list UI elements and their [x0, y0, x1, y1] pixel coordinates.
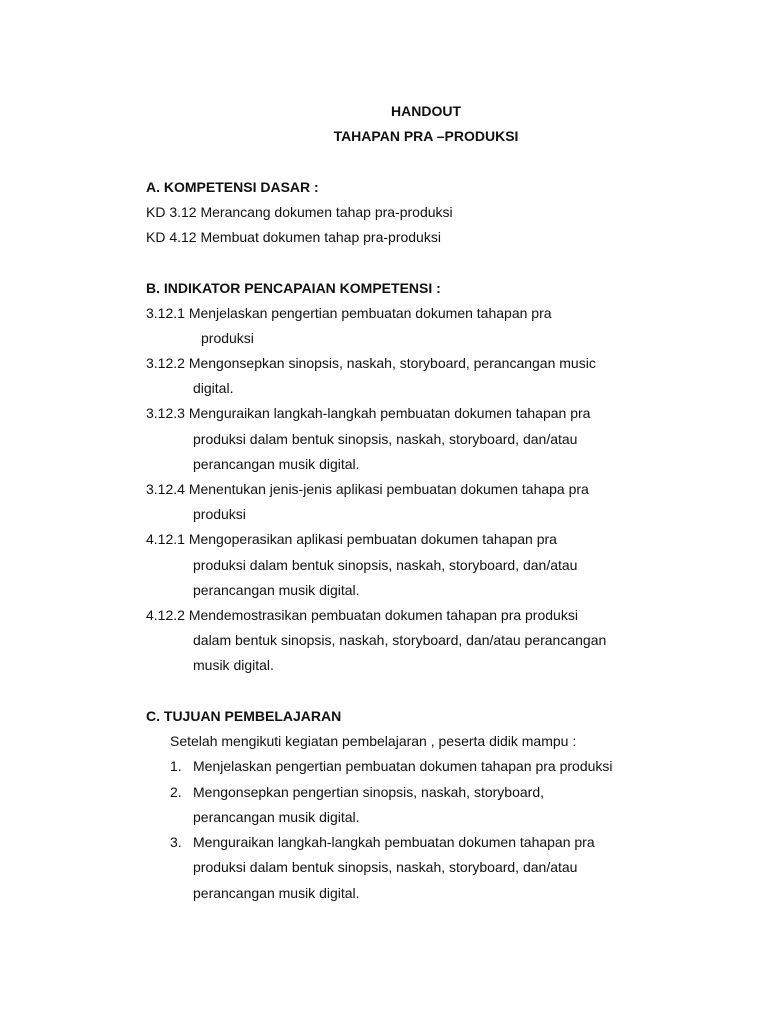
section-c-heading: C. TUJUAN PEMBELAJARAN [146, 708, 342, 724]
section-c-intro: Setelah mengikuti kegiatan pembelajaran , peserta didik mampu : [170, 733, 577, 749]
section-b-heading: B. INDIKATOR PENCAPAIAN KOMPETENSI : [146, 280, 441, 296]
document-title: HANDOUT [391, 103, 461, 119]
indicator-item-continuation: produksi [201, 330, 254, 346]
indicator-item: 3.12.1 Menjelaskan pengertian pembuatan dokumen tahapan pra [146, 305, 552, 321]
objective-item: Mengonsepkan pengertian sinopsis, naskah, storyboard, [193, 784, 544, 800]
indicator-item: 4.12.1 Mengoperasikan aplikasi pembuatan dokumen tahapan pra [146, 531, 557, 547]
indicator-item: 3.12.3 Menguraikan langkah-langkah pembuatan dokumen tahapan pra [146, 405, 591, 421]
indicator-item: 3.12.2 Mengonsepkan sinopsis, naskah, storyboard, perancangan music [146, 355, 596, 371]
objective-item-continuation: perancangan musik digital. [193, 809, 360, 825]
indicator-item-continuation: produksi dalam bentuk sinopsis, naskah, storyboard, dan/atau [193, 557, 578, 573]
objective-item-continuation: produksi dalam bentuk sinopsis, naskah, storyboard, dan/atau [193, 859, 578, 875]
kd-line: KD 4.12 Membuat dokumen tahap pra-produksi [146, 229, 441, 245]
indicator-item-continuation: dalam bentuk sinopsis, naskah, storyboard, dan/atau perancangan [193, 632, 607, 648]
objective-item: Menjelaskan pengertian pembuatan dokumen tahapan pra produksi [193, 758, 613, 774]
list-number: 2. [170, 784, 182, 800]
indicator-item-continuation: perancangan musik digital. [193, 582, 360, 598]
list-number: 3. [170, 834, 182, 850]
indicator-item-continuation: produksi dalam bentuk sinopsis, naskah, storyboard, dan/atau [193, 431, 578, 447]
indicator-item-continuation: perancangan musik digital. [193, 456, 360, 472]
document-subtitle: TAHAPAN PRA –PRODUKSI [333, 128, 519, 144]
indicator-item: 4.12.2 Mendemostrasikan pembuatan dokumen tahapan pra produksi [146, 607, 578, 623]
objective-item: Menguraikan langkah-langkah pembuatan dokumen tahapan pra [193, 834, 595, 850]
indicator-item-continuation: musik digital. [193, 657, 274, 673]
kd-line: KD 3.12 Merancang dokumen tahap pra-produksi [146, 204, 453, 220]
indicator-item-continuation: digital. [193, 380, 234, 396]
section-a-heading: A. KOMPETENSI DASAR : [146, 179, 319, 195]
objective-item-continuation: perancangan musik digital. [193, 885, 360, 901]
list-number: 1. [170, 758, 182, 774]
indicator-item: 3.12.4 Menentukan jenis-jenis aplikasi pembuatan dokumen tahapa pra [146, 481, 589, 497]
indicator-item-continuation: produksi [193, 506, 246, 522]
